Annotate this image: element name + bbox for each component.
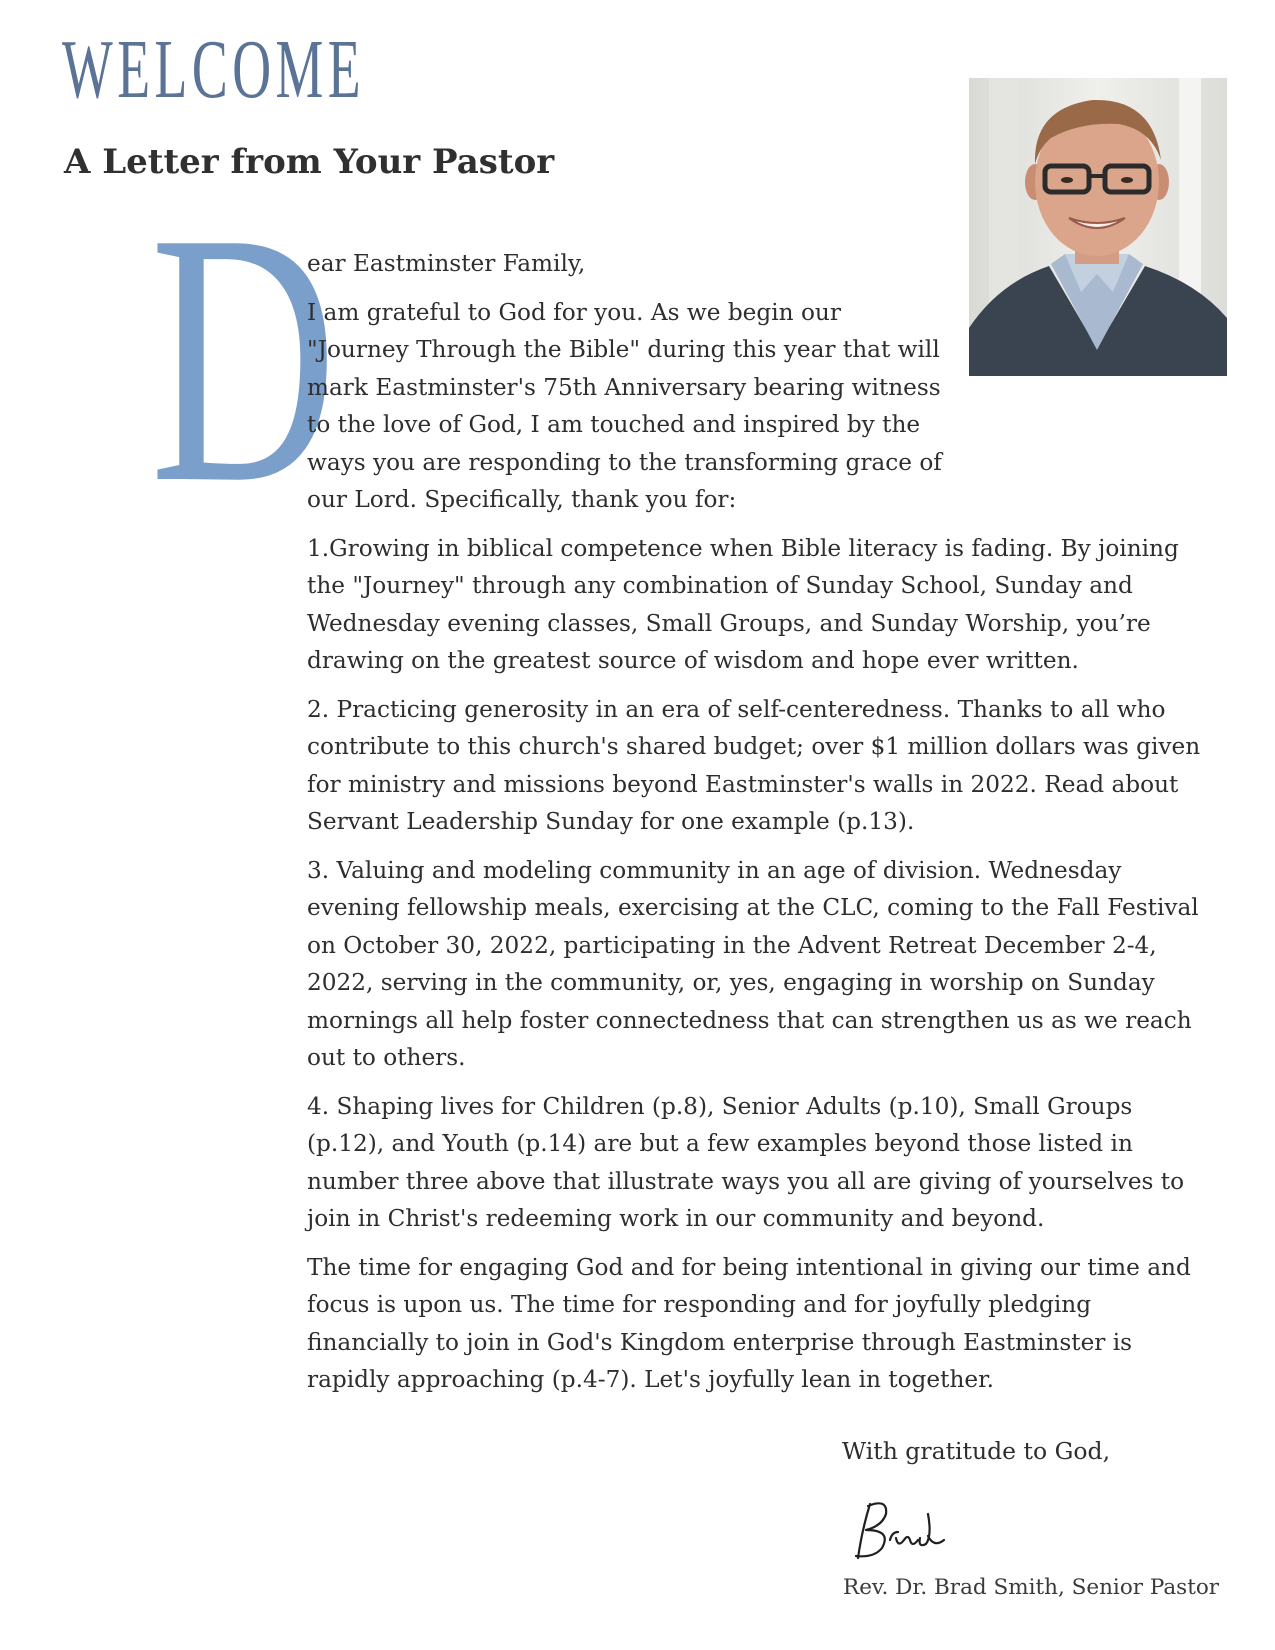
welcome-heading: WELCOME — [62, 23, 366, 116]
signature — [848, 1496, 948, 1564]
letter-point: 1.Growing in biblical competence when Bible literacy is fading. By joining the "Journey" through any combination of Sunday School, Sunday and Wednesday evening classes, Small Groups, and Sunday Worship, you’re drawing on the greatest source of wisdom and hope ever written. — [307, 534, 1179, 674]
letter-conclusion: The time for engaging God and for being intentional in giving our time and focus is upon us. The time for responding and for joyfully pledging financially to join in God's Kingdom enterprise through Eastminster is rapidly approaching (p.4-7). Let's joyfully lean in together. — [307, 1253, 1191, 1393]
page-subtitle: A Letter from Your Pastor — [64, 142, 555, 182]
letter-body — [307, 245, 1207, 1410]
letter-point: 3. Valuing and modeling community in an age of division. Wednesday evening fellowship meals, exercising at the CLC, coming to the Fall Festival on October 30, 2022, participating in the Advent Retreat December 2-4, 2022, serving in the community, or, yes, engaging in worship on Sunday mornings all help foster connectedness that can strengthen us as we reach out to others. — [307, 856, 1199, 1071]
letter-intro: I am grateful to God for you. As we begin our "Journey Through the Bible" during this year that will mark Eastminster's 75th Anniversary bearing witness to the love of God, I am touched and inspired by the ways you are responding to the transforming grace of our Lord. Specifically, thank you for: — [307, 298, 942, 513]
drop-cap: D — [150, 158, 338, 557]
letter-point: 2. Practicing generosity in an era of self-centeredness. Thanks to all who contribute to this church's shared budget; over $1 million dollars was given for ministry and missions beyond Eastminster's walls in 2022. Read about Servant Leadership Sunday for one example (p.13). — [307, 695, 1201, 835]
pastor-name: Rev. Dr. Brad Smith, Senior Pastor — [843, 1575, 1220, 1600]
letter-greeting: ear Eastminster Family, — [307, 250, 586, 277]
closing-salutation: With gratitude to God, — [842, 1437, 1111, 1465]
letter-point: 4. Shaping lives for Children (p.8), Senior Adults (p.10), Small Groups (p.12), and Youth (p.14) are but a few examples beyond those listed in number three above that illustrate ways you all are giving of yourselves to join in Christ's redeeming work in our community and beyond. — [307, 1092, 1185, 1232]
